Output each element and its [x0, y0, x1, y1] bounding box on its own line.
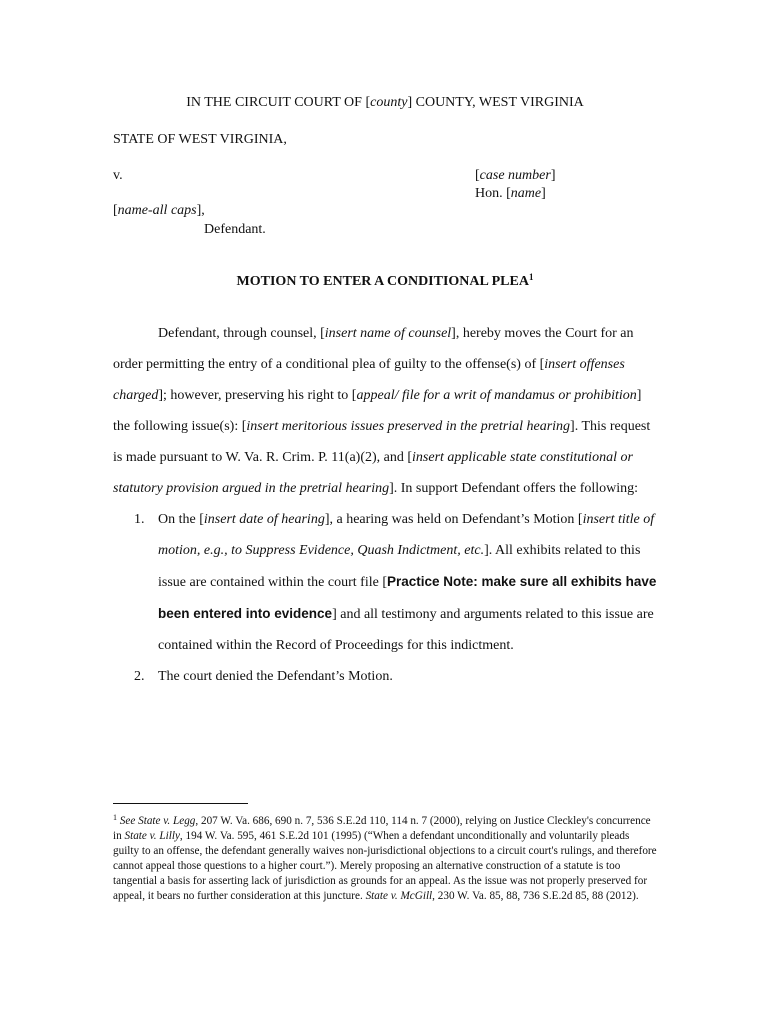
footnote: $^1$ See State v. Legg, 207 W. Va. 686, 690 n. 7, 536 S.E.2d 110, 114 n. 7 (2000), relying on Justice Cleckley's concurrence in State v. Lilly, 194 W. Va. 595, 461 S.E.2d 101 (1995) (“When a defendant unconditionally and voluntarily pleads guilty to an offense, the defendant generally waives non-jurisdictional objections to a circuit court's rulings, and therefore cannot appeal those questions to a higher court.”). Merely proposing an alternative construction of a statute is too tangential a basis for asserting lack of jurisdiction as grounds for an appeal. As the issue was not properly preserved for appeal, it bears no further consideration at this juncture. State v. McGill, 230 W. Va. 85, 88, 736 S.E.2d 85, 88 (2012).: [113, 813, 657, 902]
judge-placeholder: name: [510, 186, 542, 201]
citation-lilly: State v. Lilly: [124, 830, 180, 842]
defendant-name-placeholder: name-all caps: [117, 203, 197, 218]
title-text: MOTION TO ENTER A CONDITIONAL PLEA: [236, 274, 529, 289]
case-number: [case number]: [475, 168, 556, 183]
list-item: 1. On the [insert date of hearing], a hearing was held on Defendant’s Motion [insert title of motion, e.g., to Suppress Evidence, Quash Indictment, etc.]. All exhibits related to this issue are contained within the court file [Practice Note: make sure all exhibits have been entered into evidence] and all testimony and arguments related to this issue are contained within the Record of Proceedings for this indictment.: [113, 504, 658, 661]
list-number: 2.: [134, 669, 145, 684]
citation-legg: See State v. Legg: [119, 815, 196, 827]
footnote-separator: [113, 803, 248, 804]
judge-prefix: Hon. [: [475, 186, 511, 201]
court-heading-suffix: ] COUNTY, WEST VIRGINIA: [407, 95, 584, 110]
defendant-name: [name-all caps],: [113, 203, 205, 218]
counsel-placeholder: insert name of counsel: [324, 326, 452, 341]
plaintiff-name: STATE OF WEST VIRGINIA,: [113, 132, 287, 147]
defendant-name-suffix: ],: [196, 203, 205, 218]
document-title: [0, 272, 770, 290]
footnote-marker: 1: [113, 813, 117, 822]
judge-name: [475, 185, 546, 203]
county-placeholder: county: [370, 95, 408, 110]
hearing-date-placeholder: insert date of hearing: [203, 512, 325, 527]
appeal-placeholder: appeal/ file for a writ of mandamus or prohibition: [356, 388, 637, 403]
judge-suffix: ]: [541, 186, 546, 201]
offenses-placeholder: insert offenses charged: [113, 357, 625, 403]
versus-label: v.: [113, 168, 123, 183]
citation-mcgill: State v. McGill: [365, 890, 433, 902]
motion-body: [113, 318, 658, 692]
defendant-label: Defendant.: [204, 222, 266, 237]
case-number-placeholder: case number: [479, 168, 551, 183]
list-number: 1.: [134, 512, 145, 527]
court-heading: [0, 94, 770, 112]
list-item: 2. The court denied the Defendant’s Motion.: [113, 661, 658, 692]
numbered-list: [113, 504, 658, 692]
footnote-reference[interactable]: 1: [528, 272, 534, 282]
motion-title-placeholder: insert title of motion, e.g., to Suppress Evidence, Quash Indictment, etc.: [158, 512, 655, 558]
issues-placeholder: insert meritorious issues preserved in the pretrial hearing: [246, 419, 571, 434]
intro-paragraph: Defendant, through counsel, [insert name of counsel], hereby moves the Court for an order permitting the entry of a conditional plea of guilty to the offense(s) of [insert offenses charged]; however, preserving his right to [appeal/ file for a writ of mandamus or prohibition] the following issue(s): [insert meritorious issues preserved in the pretrial hearing]. This request is made pursuant to W. Va. R. Crim. P. 11(a)(2), and [insert applicable state constitutional or statutory provision argued in the pretrial hearing]. In support Defendant offers the following:: [113, 326, 651, 496]
practice-note: Practice Note: make sure all exhibits have been entered into evidence: [158, 574, 657, 621]
provision-placeholder: insert applicable state constitutional or statutory provision argued in the pretrial hearing: [113, 450, 633, 496]
court-heading-prefix: IN THE CIRCUIT COURT OF [: [186, 95, 371, 110]
